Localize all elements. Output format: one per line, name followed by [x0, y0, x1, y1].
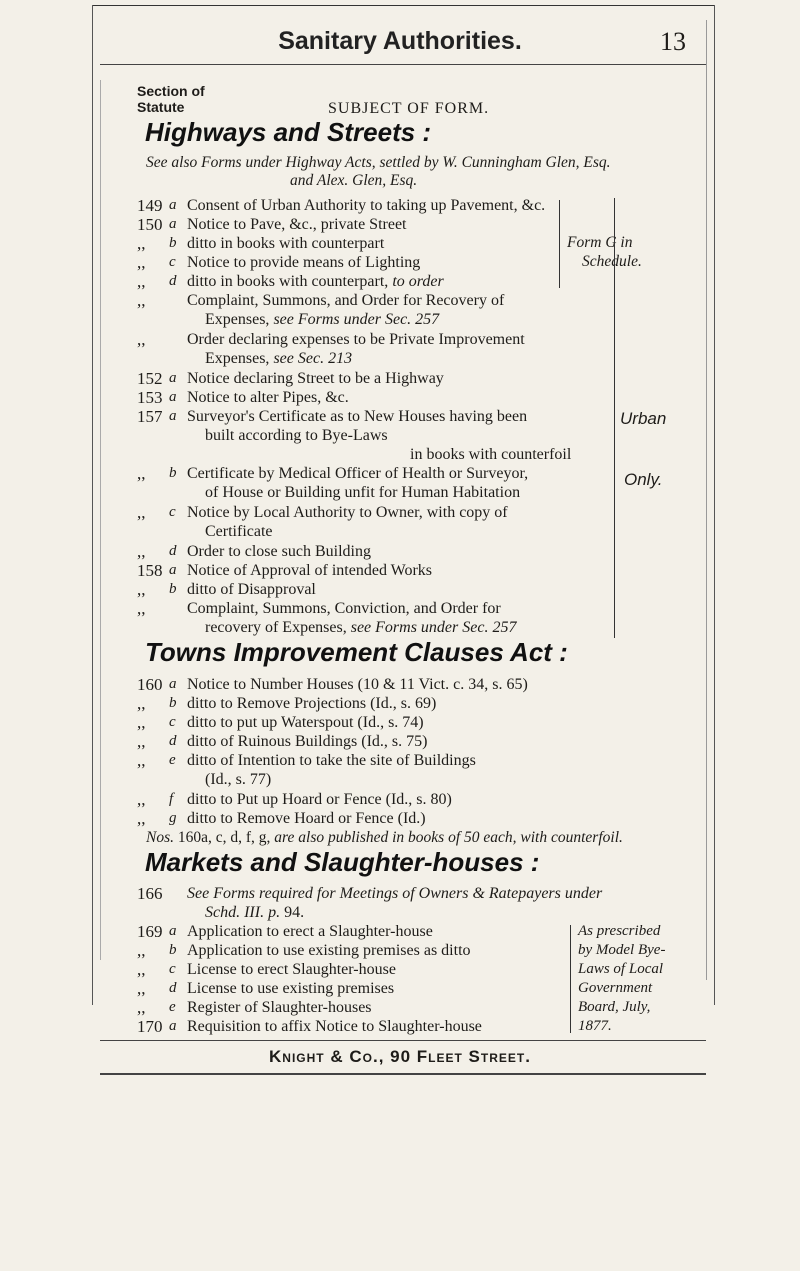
entry-letter: c [169, 254, 176, 270]
entry-number: 150 [137, 215, 163, 234]
entry-number: ,, [137, 713, 146, 732]
entry-number: ,, [137, 330, 146, 349]
entry-number: ,, [137, 503, 146, 522]
entry-number: ,, [137, 464, 146, 483]
entry-text: ditto of Intention to take the site of Buildings [187, 752, 476, 769]
entry-text: Requisition to affix Notice to Slaughter-house [187, 1018, 482, 1035]
entry-continuation: (Id., s. 77) [205, 771, 272, 788]
entry-text: ditto in books with counterpart [187, 235, 385, 252]
entry-number: ,, [137, 234, 146, 253]
entry-letter: a [169, 389, 177, 405]
entry-number: 149 [137, 196, 163, 215]
entry-text: ditto to Put up Hoard or Fence (Id., s. 80) [187, 791, 452, 808]
entry-number: 160 [137, 675, 163, 694]
entry-letter: a [169, 1018, 177, 1034]
entry-number: ,, [137, 979, 146, 998]
entry-number: 153 [137, 388, 163, 407]
entry-number: ,, [137, 272, 146, 291]
entry-text: Order to close such Building [187, 543, 371, 560]
entry-text: Register of Slaughter-houses [187, 999, 372, 1016]
entry-text: License to use existing premises [187, 980, 395, 997]
entry-text: Notice to Pave, &c., private Street [187, 216, 407, 233]
entry-letter: d [169, 543, 177, 559]
note-text: are also published in books of 50 each, with counterfoil. [274, 829, 623, 846]
entry-continuation-italic: Schd. III. p. [205, 904, 281, 921]
side-note-line: Laws of Local [578, 961, 664, 977]
entry-text: Complaint, Summons, Conviction, and Order for [187, 600, 501, 617]
entry-text: Order declaring expenses to be Private Improvement [187, 331, 525, 348]
entry-number: 170 [137, 1017, 163, 1036]
page-border-left [92, 5, 93, 1005]
page-title: Sanitary Authorities. [278, 27, 522, 55]
side-note-line: Board, July, [578, 999, 651, 1015]
entry-number: 169 [137, 922, 163, 941]
entry-text: Notice by Local Authority to Owner, with copy of [187, 504, 508, 521]
entry-continuation: Certificate [205, 523, 273, 540]
entry-text: License to erect Slaughter-house [187, 961, 396, 978]
entry-text: Notice of Approval of intended Works [187, 562, 433, 579]
entry-text: Application to use existing premises as ditto [187, 942, 471, 959]
page-border-top [92, 5, 715, 6]
entry-letter: g [169, 810, 177, 826]
entry-letter: a [169, 562, 177, 578]
highways-note-line-2: and Alex. Glen, Esq. [290, 172, 418, 189]
entry-letter: d [169, 733, 177, 749]
entry-continuation-2: in books with counterfoil [410, 446, 572, 463]
entry-letter: a [169, 676, 177, 692]
publisher-footer: Knight & Co., 90 Fleet Street. [269, 1047, 531, 1066]
towns-counterfoil-note [146, 829, 623, 847]
side-note-line: 1877. [578, 1018, 612, 1034]
entry-text: ditto of Ruinous Buildings (Id., s. 75) [187, 733, 428, 750]
side-note-line: As prescribed [578, 923, 661, 939]
entry-letter: f [169, 791, 174, 807]
side-note-line: by Model Bye- [578, 942, 666, 958]
entry-number: ,, [137, 599, 146, 618]
entry-number: ,, [137, 790, 146, 809]
entry-text-italic: to order [392, 273, 444, 290]
entry-number: ,, [137, 941, 146, 960]
entry-continuation-italic: see Forms under Sec. 257 [350, 619, 517, 636]
page-border-right [714, 5, 715, 1005]
entry-continuation: Expenses, [205, 311, 270, 328]
towns-heading: Towns Improvement Clauses Act : [145, 637, 568, 667]
form-g-reference: Form G in [567, 234, 633, 251]
entry-text: Application to erect a Slaughter-house [187, 923, 433, 940]
entry-text: Notice to Number Houses (10 & 11 Vict. c. 34, s. 65) [187, 676, 528, 693]
entry-number: ,, [137, 998, 146, 1017]
entry-letter: a [169, 923, 177, 939]
entry-letter: a [169, 370, 177, 386]
entry-continuation: built according to Bye-Laws [205, 427, 388, 444]
entry-text: Certificate by Medical Officer of Health or Surveyor, [187, 465, 529, 482]
entry-letter: a [169, 197, 177, 213]
entry-number: ,, [137, 580, 146, 599]
entry-number: 152 [137, 369, 163, 388]
entry-text-italic: See Forms required for Meetings of Owners & Ratepayers under [187, 885, 603, 902]
entry-number: ,, [137, 732, 146, 751]
model-bye-laws-note [578, 922, 665, 1036]
entry-text: ditto to Remove Hoard or Fence (Id.) [187, 810, 426, 827]
note-prefix: Nos. [146, 829, 174, 846]
entry-letter: d [169, 273, 177, 289]
subject-of-form-heading: SUBJECT OF FORM. [328, 100, 490, 117]
urban-side-label: Urban [620, 409, 667, 428]
entry-text: ditto to put up Waterspout (Id., s. 74) [187, 714, 424, 731]
section-of-label: Section of [137, 83, 205, 99]
entry-continuation: Expenses, [205, 350, 270, 367]
entry-number: ,, [137, 253, 146, 272]
page-number: 13 [660, 27, 686, 56]
entry-letter: b [169, 695, 177, 711]
entry-continuation: of House or Building unfit for Human Habitation [205, 484, 521, 501]
markets-heading: Markets and Slaughter-houses : [145, 847, 540, 877]
entry-continuation-italic: see Forms under Sec. 257 [273, 311, 440, 328]
entry-text: Complaint, Summons, and Order for Recovery of [187, 292, 505, 309]
entry-number: 157 [137, 407, 163, 426]
header-rule [100, 64, 706, 65]
entry-letter: a [169, 216, 177, 232]
entry-letter: b [169, 235, 177, 251]
entry-continuation-italic: see Sec. 213 [273, 350, 353, 367]
only-side-label: Only. [624, 470, 663, 489]
schedule-reference: Schedule. [582, 253, 642, 270]
entry-letter: a [169, 408, 177, 424]
model-bye-laws-brace [560, 925, 571, 1033]
entry-number: ,, [137, 960, 146, 979]
entry-number: 166 [137, 884, 163, 903]
entry-letter: b [169, 581, 177, 597]
highways-heading: Highways and Streets : [145, 117, 432, 147]
entry-number: ,, [137, 694, 146, 713]
entry-text: ditto to Remove Projections (Id., s. 69) [187, 695, 437, 712]
statute-label: Statute [137, 99, 185, 115]
entry-number: ,, [137, 809, 146, 828]
entry-number: 158 [137, 561, 163, 580]
entry-letter: c [169, 714, 176, 730]
entry-letter: d [169, 980, 177, 996]
entry-continuation: recovery of Expenses, [205, 619, 347, 636]
entry-text: Notice declaring Street to be a Highway [187, 370, 444, 387]
entry-text: Consent of Urban Authority to taking up Pavement, &c. [187, 197, 546, 214]
entry-letter: c [169, 961, 176, 977]
entry-text: ditto in books with counterpart, [187, 273, 389, 290]
entry-letter: c [169, 504, 176, 520]
urban-only-brace [602, 198, 615, 638]
entry-letter: b [169, 942, 177, 958]
side-note-line: Government [578, 980, 653, 996]
entry-letter: e [169, 999, 176, 1015]
entry-text: Notice to alter Pipes, &c. [187, 389, 349, 406]
footer-rule-top [100, 1040, 706, 1041]
entry-text: Surveyor's Certificate as to New Houses having been [187, 408, 528, 425]
note-numbers: 160a, c, d, f, g, [177, 829, 271, 846]
highways-note-line-1: See also Forms under Highway Acts, settled by W. Cunningham Glen, Esq. [146, 154, 611, 171]
footer-rule-bottom [100, 1073, 706, 1075]
inner-border-left [100, 80, 101, 960]
entry-text: ditto of Disapproval [187, 581, 316, 598]
inner-border-right [706, 20, 707, 980]
entry-letter: b [169, 465, 177, 481]
entry-number: ,, [137, 291, 146, 310]
entry-number: ,, [137, 751, 146, 770]
entry-number: ,, [137, 542, 146, 561]
form-g-brace [547, 200, 560, 288]
entry-letter: e [169, 752, 176, 768]
entry-continuation: 94. [284, 904, 305, 921]
entry-text: Notice to provide means of Lighting [187, 254, 421, 271]
